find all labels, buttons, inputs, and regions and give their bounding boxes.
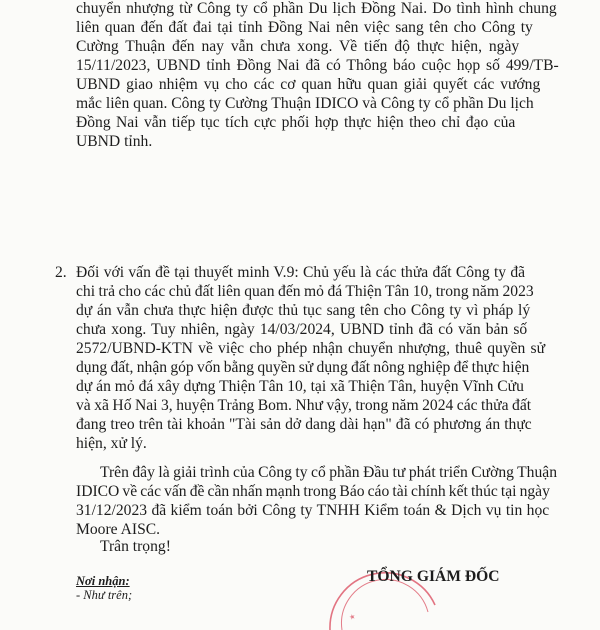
text-line: IDICO về các vấn đề cần nhấn mạnh trong Báo cáo tài chính kết thúc tại ngày (76, 483, 550, 500)
text-line: dụng đất, nhận góp vốn bằng quyền sử dụng đất nông nghiệp để thực hiện (76, 359, 530, 376)
text-line: và xã Hố Nai 3, huyện Trảng Bom. Như vậy, trong năm 2024 các thửa đất (76, 397, 532, 414)
text-line: mắc liên quan. Công ty Cường Thuận IDICO và Công ty cổ phần Du lịch (76, 95, 534, 112)
text-line: đang treo trên tài khoản "Tài sản dở dang dài hạn" đã có phương án thực (76, 416, 532, 433)
text-line: UBND tỉnh. (76, 133, 153, 150)
text-line: 2572/UBND-KTN về việc cho phép nhận chuyển nhượng, thuê quyền sử (76, 340, 546, 357)
text-line: chuyển nhượng từ Công ty cổ phần Du lịch Đồng Nai. Do tình hình chung (76, 0, 557, 17)
text-line: dự án vẫn chưa thực hiện được thủ tục sang tên cho Công ty vì pháp lý (76, 302, 531, 319)
text-line: 31/12/2023 đã kiểm toán bởi Công ty TNHH Kiểm toán & Dịch vụ tin học (76, 502, 550, 519)
text-line: Cường Thuận đến nay vẫn chưa xong. Về tiến độ thực hiện, ngày (76, 38, 520, 55)
text-line: Moore AISC. (76, 521, 161, 538)
text-line: Đồng Nai vẫn tiếp tục tích cực phối hợp thực hiện theo chỉ đạo của (76, 114, 516, 131)
recipients-title: Nơi nhận: (76, 574, 130, 588)
signature-title: TỔNG GIÁM ĐỐC (367, 568, 500, 585)
text-line: chi trả cho các chủ đất liên quan đến mỏ đá Thiện Tân 10, trong năm 2023 (76, 283, 534, 300)
text-line: 15/11/2023, UBND tỉnh Đồng Nai đã có Thông báo cuộc họp số 499/TB- (76, 57, 559, 74)
text-line: Trên đây là giải trình của Công ty cổ phần Đầu tư phát triển Cường Thuận (100, 464, 557, 481)
text-line: liên quan đến đất đai tại tỉnh Đồng Nai nên việc sang tên cho Công ty (76, 19, 533, 36)
text-line: dự án mỏ đá xây dựng Thiện Tân 10, tại xã Thiện Tân, huyện Vĩnh Cửu (76, 378, 524, 395)
text-line: chưa xong. Tuy nhiên, ngày 14/03/2024, UBND tỉnh đã có văn bản số (76, 321, 528, 338)
svg-text:★: ★ (348, 612, 357, 622)
recipients-block (76, 574, 132, 602)
text-line: hiện, xử lý. (76, 435, 147, 452)
text-line: UBND giao nhiệm vụ cho các cơ quan hữu quan giải quyết các vướng (76, 76, 541, 93)
list-number: 2. (55, 264, 67, 281)
text-line: Đối với vấn đề tại thuyết minh V.9: Chủ yếu là các thửa đất Công ty đã (76, 264, 526, 281)
recipients-item: - Như trên; (76, 588, 133, 602)
closing-text: Trân trọng! (100, 538, 171, 555)
